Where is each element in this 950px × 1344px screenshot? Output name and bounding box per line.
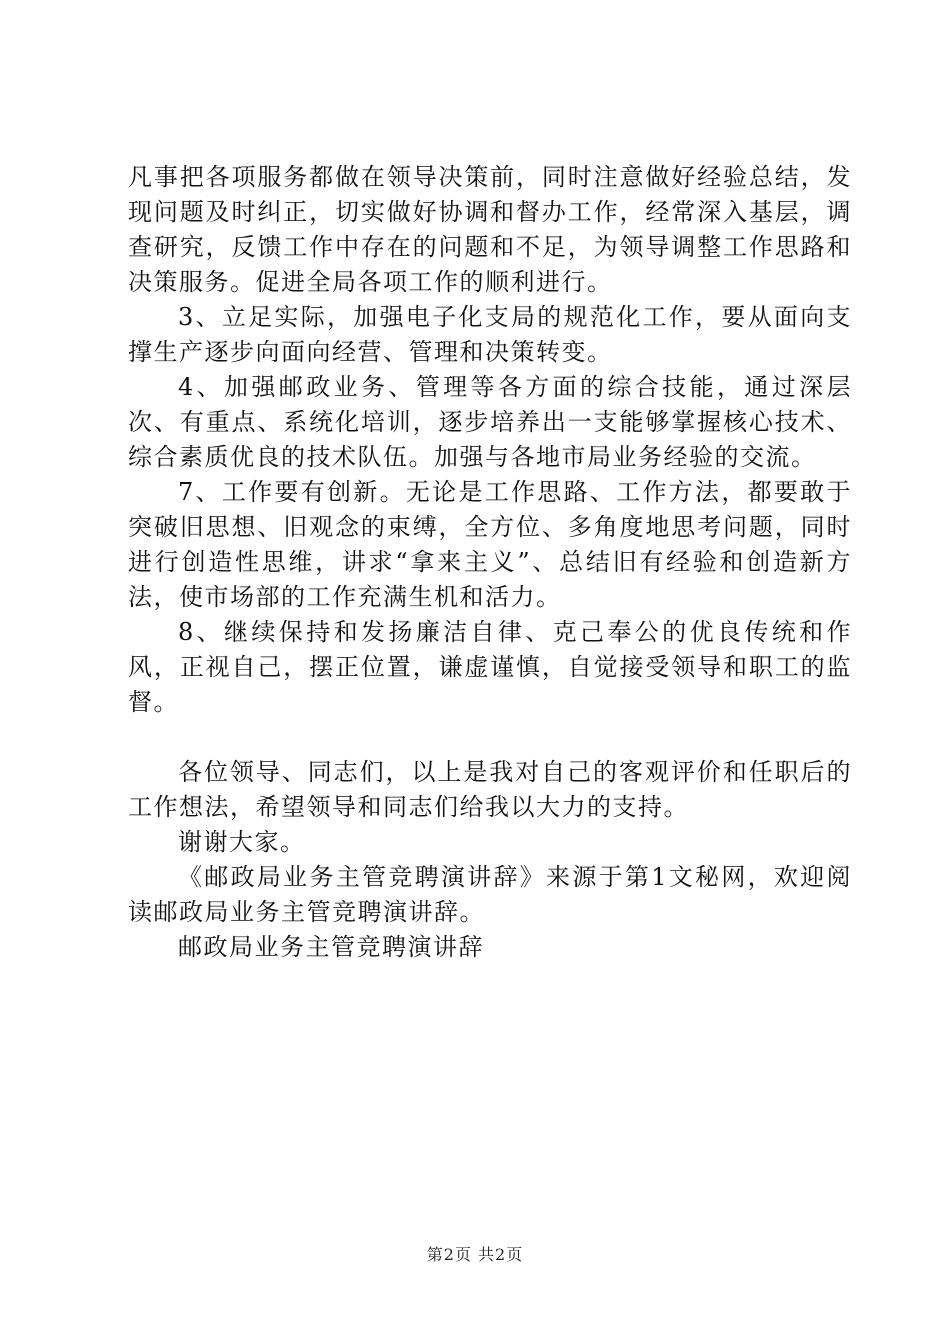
document-body	[128, 160, 852, 965]
paragraph-item-3: 3、立足实际，加强电子化支局的规范化工作，要从面向支撑生产逐步向面向经营、管理和决策转变。	[128, 303, 852, 366]
paragraph-closing: 各位领导、同志们，以上是我对自己的客观评价和任职后的工作想法，希望领导和同志们给我以大力的支持。	[128, 758, 852, 821]
paragraph-thanks: 谢谢大家。	[178, 828, 306, 856]
paragraph-item-8: 8、继续保持和发扬廉洁自律、克己奉公的优良传统和作风，正视自己，摆正位置，谦虚谨慎，自觉接受领导和职工的监督。	[128, 618, 852, 716]
page-number-footer: 第2页 共2页	[426, 1245, 524, 1264]
paragraph-continuation: 凡事把各项服务都做在领导决策前，同时注意做好经验总结，发现问题及时纠正，切实做好协调和督办工作，经常深入基层，调查研究，反馈工作中存在的问题和不足，为领导调整工作思路和决策服务。促进全局各项工作的顺利进行。	[128, 163, 852, 296]
paragraph-source-note: 《邮政局业务主管竞聘演讲辞》来源于第1文秘网，欢迎阅读邮政局业务主管竞聘演讲辞。	[128, 863, 852, 926]
paragraph-item-4: 4、加强邮政业务、管理等各方面的综合技能，通过深层次、有重点、系统化培训，逐步培养出一支能够掌握核心技术、综合素质优良的技术队伍。加强与各地市局业务经验的交流。	[128, 373, 852, 471]
paragraph-spacer	[128, 720, 852, 755]
paragraph-title-repeat: 邮政局业务主管竞聘演讲辞	[178, 933, 484, 961]
paragraph-item-7: 7、工作要有创新。无论是工作思路、工作方法，都要敢于突破旧思想、旧观念的束缚，全方位、多角度地思考问题，同时进行创造性思维，讲求“拿来主义”、总结旧有经验和创造新方法，使市场部的工作充满生机和活力。	[128, 478, 852, 611]
